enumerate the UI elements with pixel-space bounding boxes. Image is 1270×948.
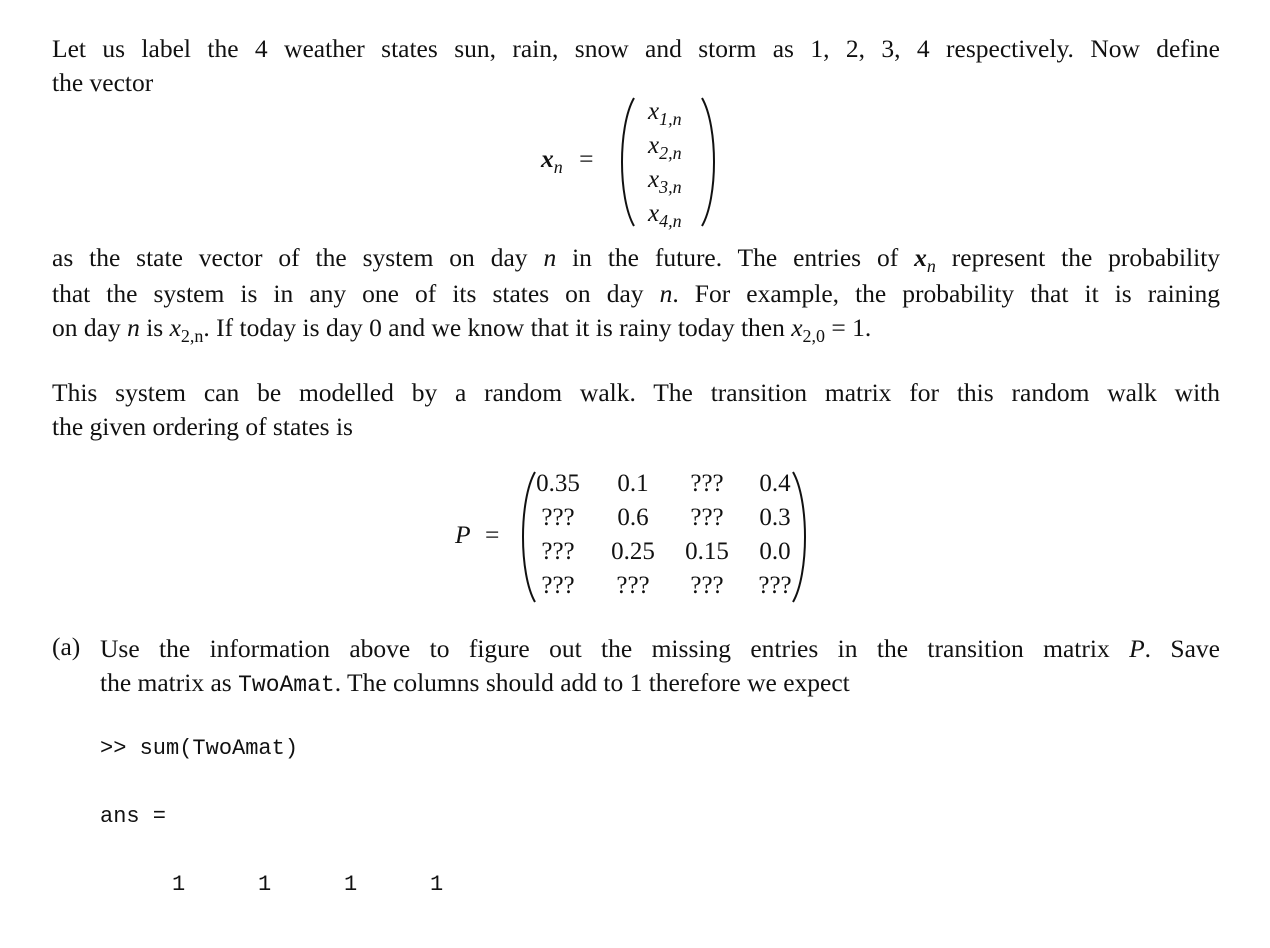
description-line-1: as the state vector of the system on day n in the future. The entries of $x_n$ represent the probability xyxy=(52,243,1221,276)
ans-value: 1 xyxy=(430,872,444,897)
description-paragraph xyxy=(52,241,1220,347)
ans-value: 1 xyxy=(258,872,272,897)
ans-value: 1 xyxy=(344,872,358,897)
description-line-3: on day n is $x_{2,n}$. If today is day 0 and we know that it is rainy today then $x_{2,0} = 1$. xyxy=(52,313,872,346)
random-walk-line-1: This system can be modelled by a random walk. The transition matrix for this random walk with xyxy=(52,378,1220,407)
matrix-cell: 0.3 xyxy=(759,504,791,531)
matrix-cell: 0.35 xyxy=(536,470,580,497)
equals-sign: = xyxy=(579,144,594,173)
vector-entry-2: $x_{2,n}$ xyxy=(648,132,682,163)
intro-paragraph xyxy=(52,32,1220,100)
random-walk-line-2: the given ordering of states is xyxy=(52,412,353,441)
matrix-cell: ??? xyxy=(690,470,724,497)
matrix-lhs xyxy=(455,520,499,550)
matrix-cell: 0.1 xyxy=(617,470,649,497)
matrix-cell: 0.15 xyxy=(685,538,729,565)
matrix-cell: 0.6 xyxy=(617,504,649,531)
matrix-cell: ??? xyxy=(541,538,575,565)
part-a-text xyxy=(100,632,1220,702)
matrix-right-parenthesis xyxy=(790,470,812,604)
intro-line-1: Let us label the 4 weather states sun, rain, snow and storm as 1, 2, 3, 4 respectively. Now define xyxy=(52,34,1220,63)
matrix-cell: ??? xyxy=(541,572,575,599)
state-vector-subscript: n xyxy=(553,157,563,177)
description-line-2: that the system is in any one of its states on day n. For example, the probability that it is raining xyxy=(52,279,1221,308)
part-a-label: (a) xyxy=(52,632,81,661)
matrix-cell: 0.4 xyxy=(759,470,791,497)
matrix-cell: 0.0 xyxy=(759,538,791,565)
matrix-cell: ??? xyxy=(541,504,575,531)
matrix-symbol: P xyxy=(455,520,471,549)
matrix-cell: ??? xyxy=(690,504,724,531)
right-parenthesis xyxy=(698,96,722,228)
code-ans-label: ans = xyxy=(100,804,167,829)
code-command: >> sum(TwoAmat) xyxy=(100,736,299,761)
state-vector-lhs xyxy=(541,144,594,177)
ans-value: 1 xyxy=(172,872,186,897)
left-parenthesis xyxy=(614,96,638,228)
matrix-cell: ??? xyxy=(616,572,650,599)
random-walk-paragraph xyxy=(52,376,1220,444)
vector-entry-1: $x_{1,n}$ xyxy=(648,98,682,129)
vector-entry-4: $x_{4,n}$ xyxy=(648,200,682,231)
part-a-line-2: the matrix as TwoAmat. The columns should add to 1 therefore we expect xyxy=(100,668,850,698)
matrix-cell: 0.25 xyxy=(611,538,655,565)
intro-line-2: the vector xyxy=(52,68,154,97)
state-vector-symbol: x xyxy=(541,144,554,173)
part-a-line-1: Use the information above to figure out the missing entries in the transition matrix P. Save xyxy=(100,634,1220,663)
vector-entry-3: $x_{3,n}$ xyxy=(648,166,682,197)
matrix-cell: ??? xyxy=(758,572,792,599)
matrix-cell: ??? xyxy=(690,572,724,599)
matrix-equals-sign: = xyxy=(484,520,500,549)
